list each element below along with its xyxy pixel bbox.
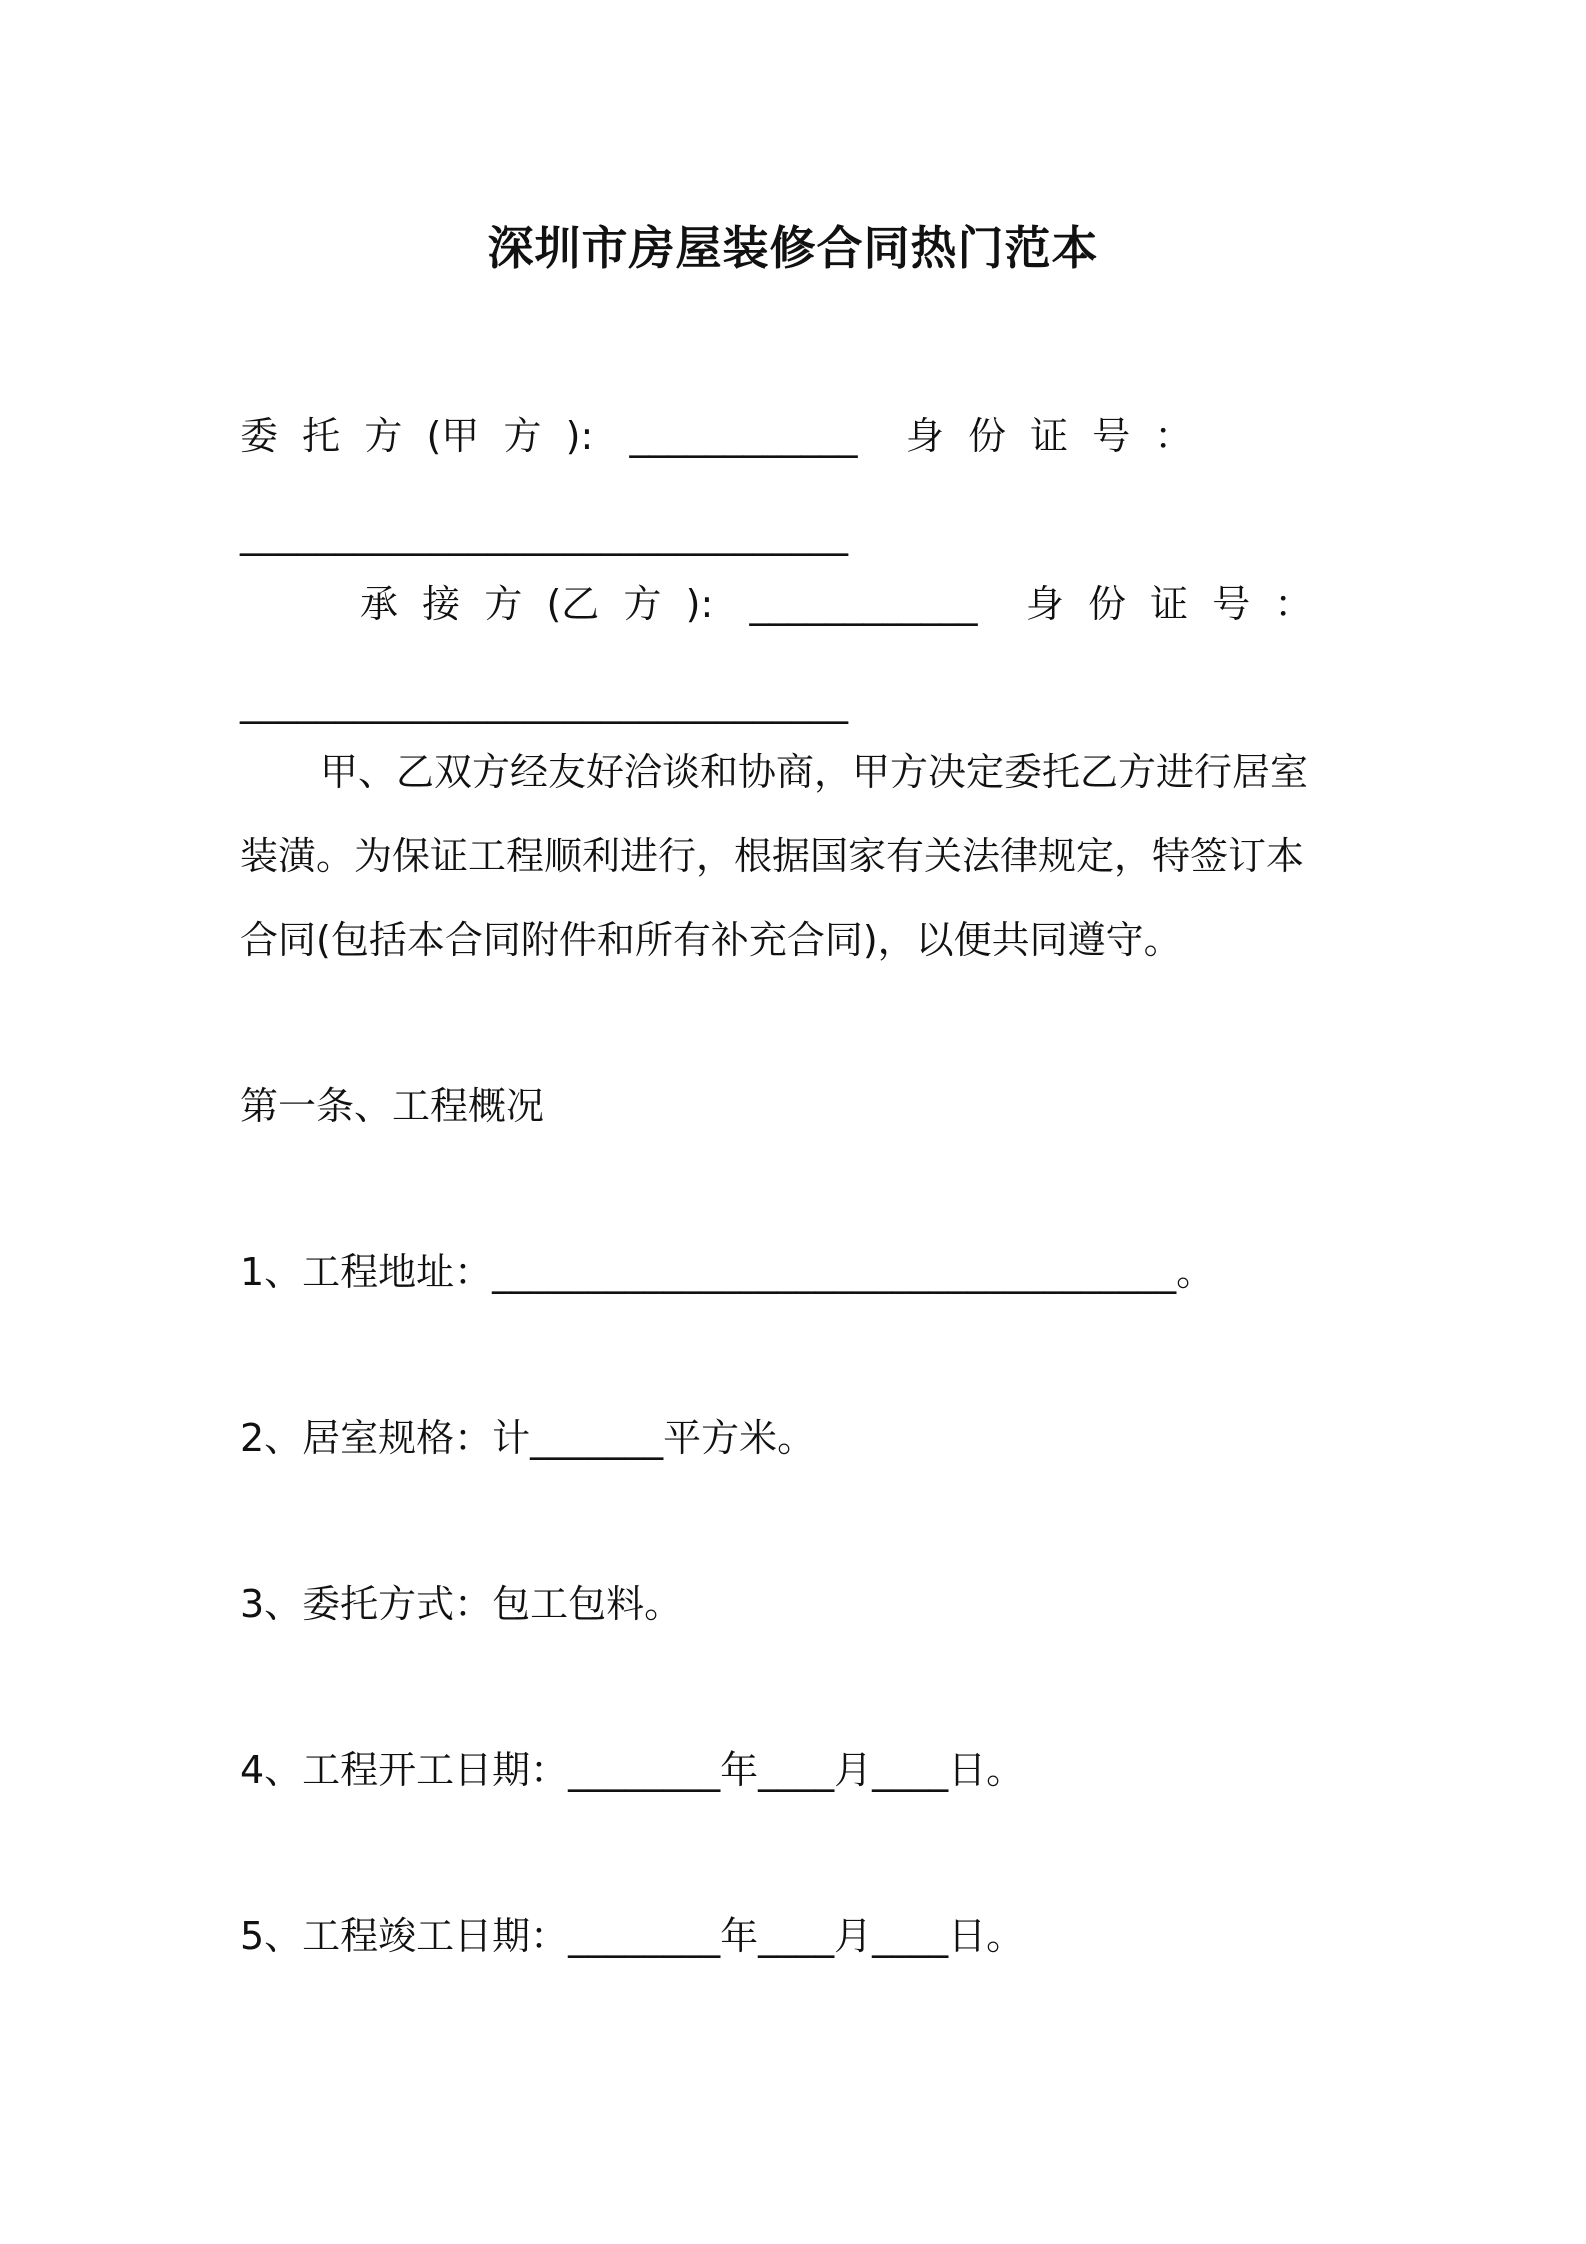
- intro-line-3: 合同(包括本合同附件和所有补充合同)，以便共同遵守。: [240, 918, 1182, 962]
- item-method: 3、委托方式：包工包料。: [240, 1582, 683, 1626]
- item-end-date: 5、工程竣工日期：________年____月____日。: [240, 1914, 1025, 1958]
- party-b-id-blank: ________________________________: [240, 680, 848, 724]
- intro-line-2: 装潢。为保证工程顺利进行，根据国家有关法律规定，特签订本: [240, 834, 1305, 878]
- intro-line-1: 甲、乙双方经友好洽谈和协商，甲方决定委托乙方进行居室: [320, 750, 1309, 794]
- document-title: 深圳市房屋装修合同热门范本: [487, 221, 1099, 275]
- item-address: 1、工程地址：____________________________________。: [240, 1250, 1215, 1294]
- party-b-line: 承 接 方 (乙 方 ): ____________ 身 份 证 号 ：: [360, 582, 1313, 626]
- party-a-id-blank: ________________________________: [240, 512, 848, 556]
- item-area: 2、居室规格：计_______平方米。: [240, 1416, 816, 1460]
- section-heading: 第一条、工程概况: [240, 1084, 545, 1128]
- party-a-line: 委 托 方 (甲 方 ): ____________ 身 份 证 号 ：: [240, 414, 1193, 458]
- item-start-date: 4、工程开工日期：________年____月____日。: [240, 1748, 1025, 1792]
